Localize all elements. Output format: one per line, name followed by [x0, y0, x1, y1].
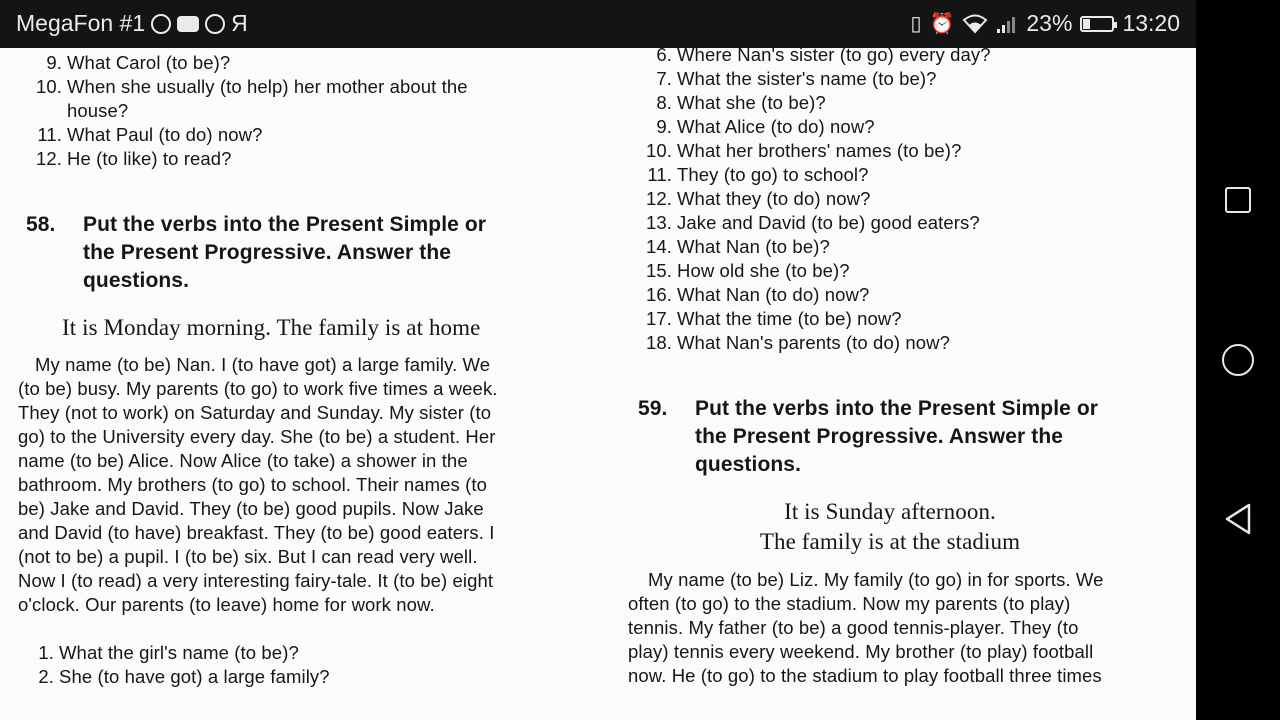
- story-line: bathroom. My brothers (to go) to school. Their names (to: [18, 474, 487, 495]
- square-icon: [1225, 187, 1251, 213]
- question-item: 12. What they (to do) now?: [645, 188, 871, 209]
- story-line: be) Jake and David. They (to be) good pupils. Now Jake: [18, 498, 484, 519]
- question-item: 16. What Nan (to do) now?: [645, 284, 870, 305]
- story-line: tennis. My father (to be) a good tennis-player. They (to: [628, 617, 1079, 638]
- question-item: house?: [67, 100, 129, 121]
- exercise-number: 59.: [638, 397, 668, 420]
- question-item: 9. What Carol (to be)?: [46, 52, 231, 73]
- signal-icon: [996, 14, 1018, 34]
- story-line: and David (to have) breakfast. They (to be) good eaters. I: [18, 522, 495, 543]
- question-item: 17. What the time (to be) now?: [645, 308, 902, 329]
- recent-apps-button[interactable]: [1218, 180, 1258, 220]
- navigation-bar: [1196, 0, 1280, 720]
- status-right: [910, 10, 1180, 37]
- wifi-icon: [962, 14, 988, 34]
- question-item: 10. When she usually (to help) her mother about the: [35, 76, 468, 97]
- question-item: 8. What she (to be)?: [656, 92, 826, 113]
- exercise-heading-line: the Present Progressive. Answer the: [695, 425, 1064, 448]
- question-item: 12. He (to like) to read?: [35, 148, 232, 169]
- back-button[interactable]: [1218, 499, 1258, 539]
- question-item: 15. How old she (to be)?: [645, 260, 850, 281]
- question-item: 14. What Nan (to be)?: [645, 236, 830, 257]
- back-triangle-icon: [1223, 502, 1253, 536]
- question-item: 6. Where Nan's sister (to go) every day?: [656, 48, 991, 65]
- status-bar: [0, 0, 1196, 48]
- battery-icon: [1080, 16, 1114, 32]
- story-line: name (to be) Alice. Now Alice (to take) a shower in the: [18, 450, 468, 471]
- youtube-icon: [177, 16, 199, 32]
- question-item: 18. What Nan's parents (to do) now?: [645, 332, 950, 353]
- exercise-heading-line: questions.: [83, 269, 190, 292]
- vibrate-icon: ▯: [910, 13, 922, 35]
- exercise-heading: [638, 395, 1153, 479]
- story-text: [628, 568, 1154, 688]
- circle-icon: [1222, 344, 1254, 376]
- story-line: go) to the University every day. She (to be) a student. Her: [18, 426, 496, 447]
- exercise-heading-line: Put the verbs into the Present Simple or: [695, 397, 1099, 420]
- question-item: 2. She (to have got) a large family?: [38, 666, 330, 687]
- status-left: [16, 10, 248, 37]
- exercise-heading: [26, 211, 536, 295]
- story-line: They (not to work) on Saturday and Sunday. My sister (to: [18, 402, 492, 423]
- question-item: 9. What Alice (to do) now?: [656, 116, 875, 137]
- exercise-heading-line: the Present Progressive. Answer the: [83, 241, 452, 264]
- home-button[interactable]: [1218, 340, 1258, 380]
- question-item: 1. What the girl's name (to be)?: [38, 642, 299, 663]
- story-line: (not to be) a pupil. I (to be) six. But I can read very well.: [18, 546, 478, 567]
- story-title: [628, 497, 1152, 557]
- question-list-bottom: [10, 641, 535, 689]
- whatsapp-icon: [151, 14, 171, 34]
- yandex-icon: Я: [231, 10, 248, 36]
- exercise-number: 58.: [26, 213, 56, 236]
- story-title-line: It is Sunday afternoon.: [784, 499, 996, 524]
- story-text: [18, 353, 540, 617]
- clock: 13:20: [1122, 10, 1180, 36]
- vpn-icon: [205, 14, 225, 34]
- story-line: My name (to be) Liz. My family (to go) in for sports. We: [648, 569, 1104, 590]
- exercise-heading-line: Put the verbs into the Present Simple or: [83, 213, 487, 236]
- story-title: It is Monday morning. The family is at home: [62, 315, 481, 340]
- story-line: My name (to be) Nan. I (to have got) a large family. We: [35, 354, 491, 375]
- textbook-page-image: [0, 48, 1196, 720]
- question-item: 7. What the sister's name (to be)?: [656, 68, 937, 89]
- story-line: now. He (to go) to the stadium to play football three times: [628, 665, 1102, 686]
- story-line: (to be) busy. My parents (to go) to work five times a week.: [18, 378, 498, 399]
- story-line: play) tennis every weekend. My brother (to play) football: [628, 641, 1094, 662]
- story-line: Now I (to read) a very interesting fairy-tale. It (to be) eight: [18, 570, 494, 591]
- question-item: 10. What her brothers' names (to be)?: [645, 140, 962, 161]
- exercise-heading-line: questions.: [695, 453, 802, 476]
- question-list: [628, 48, 1148, 355]
- battery-percent: 23%: [1026, 10, 1073, 36]
- carrier-name: MegaFon #1: [16, 10, 146, 36]
- alarm-icon: ⏰: [929, 13, 955, 35]
- question-item: 13. Jake and David (to be) good eaters?: [645, 212, 980, 233]
- story-line: often (to go) to the stadium. Now my parents (to play): [628, 593, 1071, 614]
- question-item: 11. What Paul (to do) now?: [37, 124, 263, 145]
- story-line: o'clock. Our parents (to leave) home for work now.: [18, 594, 435, 615]
- story-title-line: The family is at the stadium: [759, 529, 1021, 554]
- question-list-top: [18, 51, 543, 171]
- question-item: 11. They (to go) to school?: [647, 164, 869, 185]
